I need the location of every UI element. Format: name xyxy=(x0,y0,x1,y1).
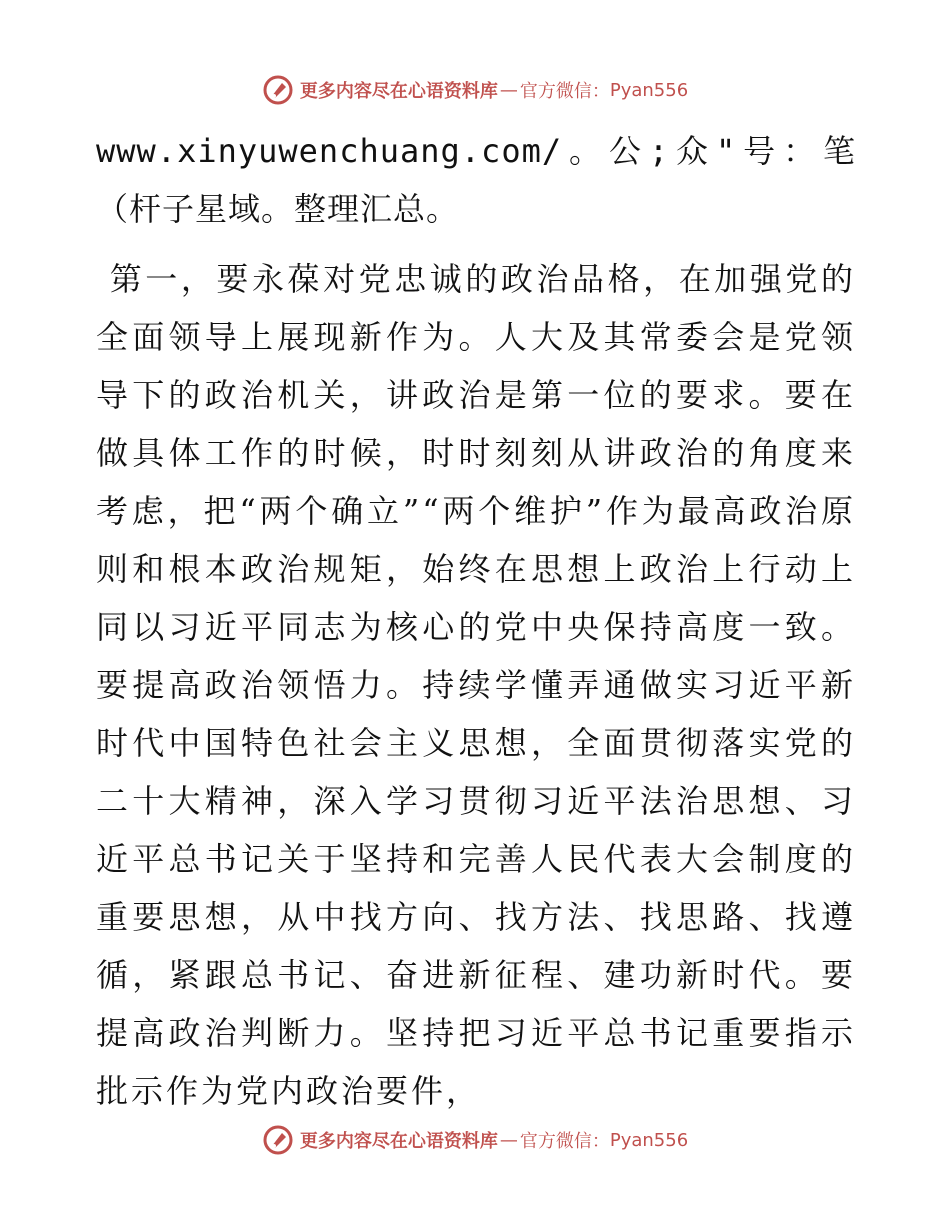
footer-site-text: 更多内容尽在心语资料库 xyxy=(299,1131,498,1152)
header-account: Pyan556 xyxy=(609,79,689,101)
header-banner xyxy=(0,70,950,110)
footer-wechat-label: 官方微信： xyxy=(519,1131,610,1152)
header-wechat-label: 官方微信： xyxy=(519,81,610,102)
pen-nib-logo-icon xyxy=(262,1124,294,1156)
paragraph-source-note: www.xinyuwenchuang.com/。公;众"号：笔（杆子星域。整理汇总。 xyxy=(96,132,856,228)
header-dash: — xyxy=(499,79,518,101)
footer-account: Pyan556 xyxy=(609,1129,689,1151)
header-site-text: 更多内容尽在心语资料库 xyxy=(299,81,498,102)
pen-nib-logo-icon xyxy=(262,74,294,106)
document-body xyxy=(96,122,856,1120)
footer-dash: — xyxy=(499,1129,518,1151)
footer-banner xyxy=(0,1120,950,1160)
paragraph-first-point: 第一，要永葆对党忠诚的政治品格，在加强党的全面领导上展现新作为。人大及其常委会是党领导下的政治机关，讲政治是第一位的要求。要在做具体工作的时候，时时刻刻从讲政治的角度来考虑，把“两个确立”“两个维护”作为最高政治原则和根本政治规矩，始终在思想上政治上行动上同以习近平同志为核心的党中央保持高度一致。要提高政治领悟力。持续学懂弄通做实习近平新时代中国特色社会主义思想，全面贯彻落实党的二十大精神，深入学习贯彻习近平法治思想、习近平总书记关于坚持和完善人民代表大会制度的重要思想，从中找方向、找方法、找思路、找遵循，紧跟总书记、奋进新征程、建功新时代。要提高政治判断力。坚持把习近平总书记重要指示批示作为党内政治要件， xyxy=(96,260,856,1110)
